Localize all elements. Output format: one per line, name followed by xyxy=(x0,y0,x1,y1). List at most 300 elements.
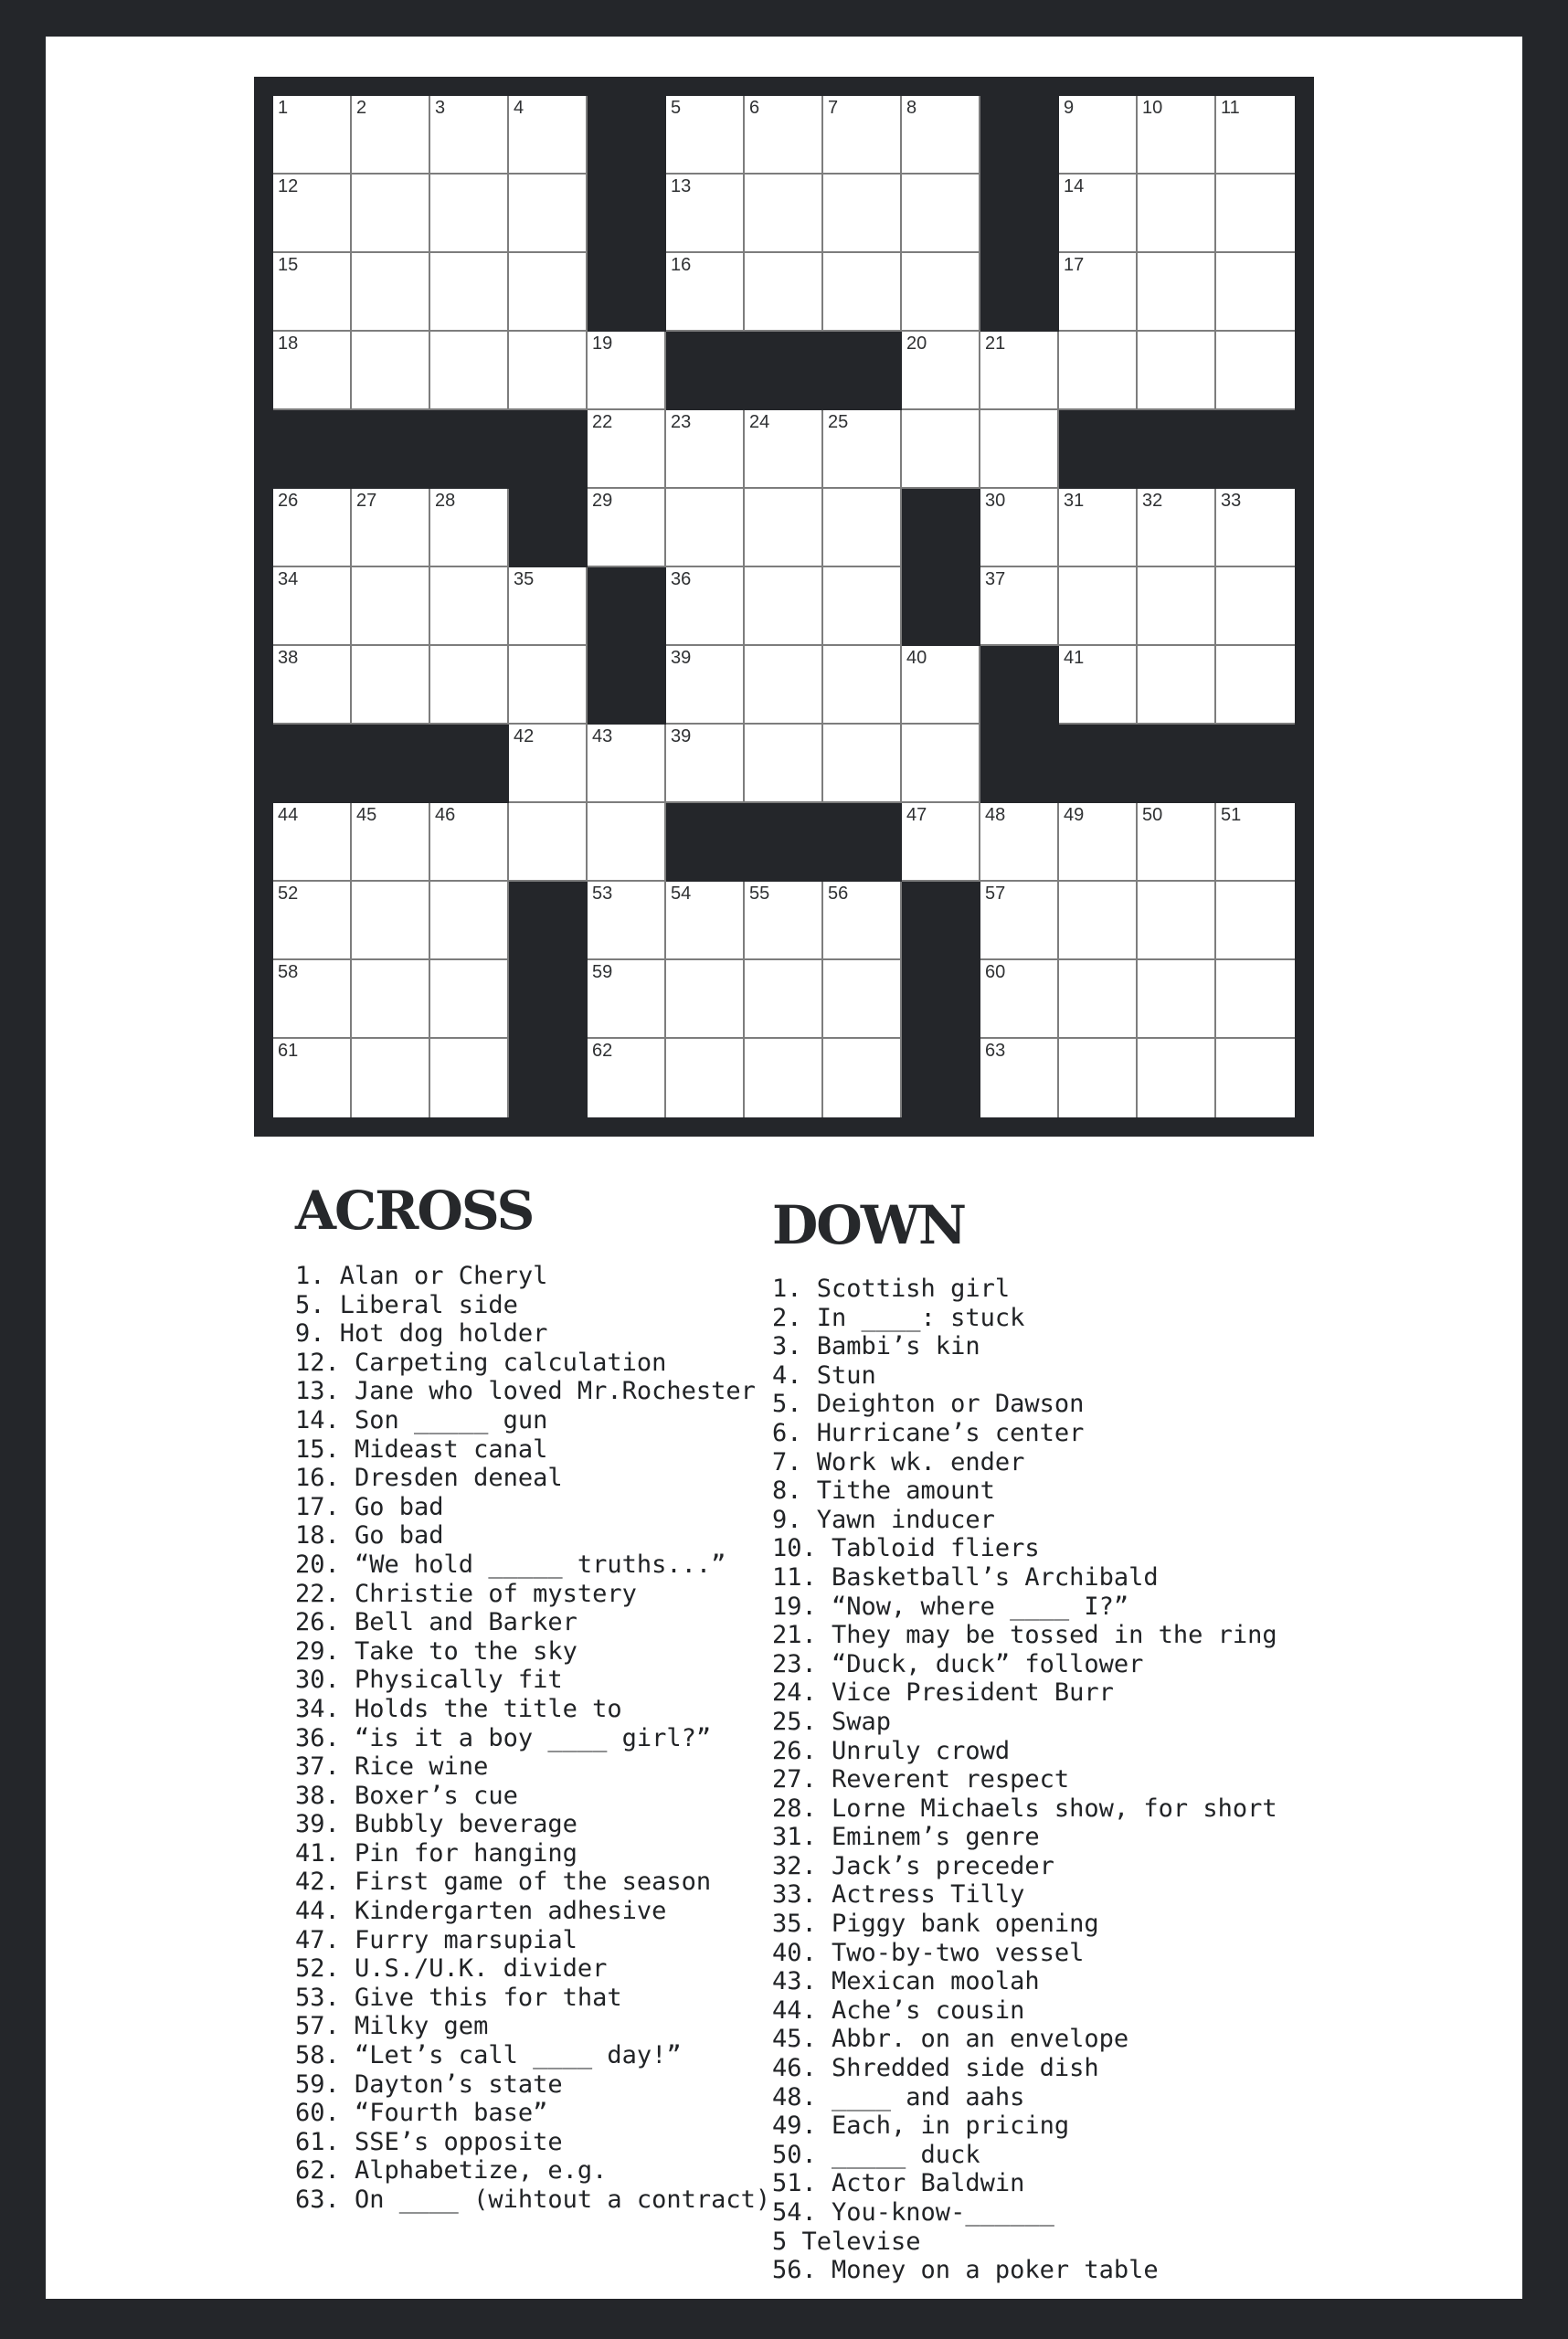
grid-cells xyxy=(273,96,1295,1117)
clue: 51. Actor Baldwin xyxy=(772,2169,1025,2198)
cell-number: 7 xyxy=(828,98,839,118)
black-cell xyxy=(430,410,509,489)
cell-number: 63 xyxy=(985,1041,1006,1061)
cell-number: 31 xyxy=(1064,491,1085,511)
grid-cell[interactable] xyxy=(509,646,588,725)
black-cell xyxy=(980,646,1059,725)
black-cell xyxy=(509,960,588,1039)
clue: 5. Liberal side xyxy=(295,1290,518,1319)
clue: 23. “Duck, duck” follower xyxy=(772,1649,1144,1678)
black-cell xyxy=(902,882,980,960)
cell-number: 6 xyxy=(749,98,760,118)
grid-cell[interactable] xyxy=(352,1039,430,1117)
clue: 52. U.S./U.K. divider xyxy=(295,1954,608,1984)
grid-cell[interactable] xyxy=(509,96,588,175)
grid-cell[interactable] xyxy=(588,410,666,489)
black-cell xyxy=(902,489,980,567)
clue: 9. Hot dog holder xyxy=(295,1319,548,1349)
clue: 8. Tithe amount xyxy=(772,1476,995,1506)
grid-cell[interactable] xyxy=(1059,882,1138,960)
grid-cell[interactable] xyxy=(980,960,1059,1039)
clue: 46. Shredded side dish xyxy=(772,2054,1099,2083)
clue: 59. Dayton’s state xyxy=(295,2069,563,2099)
clue: 44. Kindergarten adhesive xyxy=(295,1897,667,1926)
grid-cell[interactable] xyxy=(273,489,352,567)
grid-cell[interactable] xyxy=(1216,803,1295,882)
black-cell xyxy=(980,253,1059,332)
grid-cell[interactable] xyxy=(352,882,430,960)
grid-cell[interactable] xyxy=(980,567,1059,646)
cell-number: 3 xyxy=(435,98,446,118)
grid-cell[interactable] xyxy=(1216,175,1295,253)
cell-number: 61 xyxy=(278,1041,299,1061)
clue: 4. Stun xyxy=(772,1360,876,1390)
clue: 40. Two-by-two vessel xyxy=(772,1938,1085,1967)
clue: 19. “Now, where ____ I?” xyxy=(772,1592,1129,1621)
grid-cell[interactable] xyxy=(588,332,666,410)
grid-cell[interactable] xyxy=(273,253,352,332)
grid-cell[interactable] xyxy=(1059,489,1138,567)
clue: 49. Each, in pricing xyxy=(772,2111,1070,2141)
grid-cell[interactable] xyxy=(430,253,509,332)
grid-cell[interactable] xyxy=(745,882,823,960)
clue: 1. Alan or Cheryl xyxy=(295,1262,548,1290)
grid-cell[interactable] xyxy=(1138,489,1216,567)
grid-cell[interactable] xyxy=(352,175,430,253)
grid-cell[interactable] xyxy=(823,253,902,332)
grid-cell[interactable] xyxy=(823,646,902,725)
clue: 26. Unruly crowd xyxy=(772,1736,1011,1765)
grid-cell[interactable] xyxy=(980,410,1059,489)
grid-cell[interactable] xyxy=(745,567,823,646)
cell-number: 23 xyxy=(671,412,692,432)
grid-cell[interactable] xyxy=(666,410,745,489)
cell-number: 33 xyxy=(1221,491,1242,511)
grid-cell[interactable] xyxy=(273,646,352,725)
cell-number: 40 xyxy=(906,648,927,668)
black-cell xyxy=(509,882,588,960)
grid-cell[interactable] xyxy=(980,882,1059,960)
cell-number: 1 xyxy=(278,98,289,118)
grid-cell[interactable] xyxy=(823,567,902,646)
cell-number: 21 xyxy=(985,333,1006,354)
cell-number: 39 xyxy=(671,648,692,668)
black-cell xyxy=(588,96,666,175)
black-cell xyxy=(1138,725,1216,803)
cell-number: 56 xyxy=(828,884,849,904)
grid-cell[interactable] xyxy=(588,803,666,882)
grid-cell[interactable] xyxy=(273,882,352,960)
black-cell xyxy=(666,332,745,410)
cell-number: 24 xyxy=(749,412,770,432)
grid-cell[interactable] xyxy=(902,96,980,175)
black-cell xyxy=(1059,725,1138,803)
grid-cell[interactable] xyxy=(509,567,588,646)
grid-cell[interactable] xyxy=(1138,567,1216,646)
grid-cell[interactable] xyxy=(509,332,588,410)
clue: 58. “Let’s call ____ day!” xyxy=(295,2041,682,2070)
grid-cell[interactable] xyxy=(1059,1039,1138,1117)
cell-number: 47 xyxy=(906,805,927,825)
clue: 16. Dresden deneal xyxy=(295,1464,563,1493)
clue: 13. Jane who loved Mr.Rochester xyxy=(295,1377,756,1406)
black-cell xyxy=(273,410,352,489)
grid-cell[interactable] xyxy=(1216,646,1295,725)
cell-number: 59 xyxy=(592,962,613,982)
clue: 50. _____ duck xyxy=(772,2140,980,2169)
clue: 38. Boxer’s cue xyxy=(295,1781,518,1810)
black-cell xyxy=(1216,725,1295,803)
grid-cell[interactable] xyxy=(745,96,823,175)
grid-cell[interactable] xyxy=(823,960,902,1039)
clue: 47. Furry marsupial xyxy=(295,1925,577,1954)
page xyxy=(46,37,1522,2299)
clue: 53. Give this for that xyxy=(295,1983,622,2012)
clue: 44. Ache’s cousin xyxy=(772,1995,1025,2025)
grid-cell[interactable] xyxy=(273,175,352,253)
grid-cell[interactable] xyxy=(1059,803,1138,882)
grid-cell[interactable] xyxy=(745,410,823,489)
cell-number: 39 xyxy=(671,726,692,746)
cell-number: 54 xyxy=(671,884,692,904)
grid-cell[interactable] xyxy=(745,489,823,567)
cell-number: 10 xyxy=(1142,98,1163,118)
clue: 43. Mexican moolah xyxy=(772,1967,1040,1996)
black-cell xyxy=(352,725,430,803)
down-title: DOWN xyxy=(772,1194,965,1256)
black-cell xyxy=(588,175,666,253)
grid-cell[interactable] xyxy=(352,960,430,1039)
grid-cell[interactable] xyxy=(273,960,352,1039)
cell-number: 11 xyxy=(1221,98,1240,118)
grid-cell[interactable] xyxy=(430,1039,509,1117)
grid-cell[interactable] xyxy=(1216,332,1295,410)
black-cell xyxy=(1216,410,1295,489)
grid-cell[interactable] xyxy=(1138,803,1216,882)
cell-number: 55 xyxy=(749,884,770,904)
cell-number: 38 xyxy=(278,648,299,668)
black-cell xyxy=(980,175,1059,253)
clue: 36. “is it a boy ____ girl?” xyxy=(295,1723,712,1752)
grid-cell[interactable] xyxy=(1216,96,1295,175)
grid-cell[interactable] xyxy=(902,803,980,882)
grid-cell[interactable] xyxy=(1138,96,1216,175)
grid-cell[interactable] xyxy=(823,489,902,567)
grid-cell[interactable] xyxy=(1059,960,1138,1039)
cell-number: 27 xyxy=(356,491,377,511)
grid-cell[interactable] xyxy=(902,410,980,489)
clue: 48. ____ and aahs xyxy=(772,2082,1025,2111)
black-cell xyxy=(588,567,666,646)
grid-cell[interactable] xyxy=(352,567,430,646)
cell-number: 29 xyxy=(592,491,613,511)
black-cell xyxy=(666,803,745,882)
cell-number: 30 xyxy=(985,491,1006,511)
black-cell xyxy=(902,567,980,646)
black-cell xyxy=(980,96,1059,175)
clue: 12. Carpeting calculation xyxy=(295,1348,667,1377)
cell-number: 2 xyxy=(356,98,367,118)
black-cell xyxy=(745,803,823,882)
grid-cell[interactable] xyxy=(430,567,509,646)
black-cell xyxy=(588,253,666,332)
clue: 2. In ____: stuck xyxy=(772,1303,1025,1332)
grid-cell[interactable] xyxy=(823,96,902,175)
grid-cell[interactable] xyxy=(1138,253,1216,332)
black-cell xyxy=(509,489,588,567)
grid-cell[interactable] xyxy=(666,253,745,332)
clue: 54. You-know-______ xyxy=(772,2198,1054,2227)
grid-cell[interactable] xyxy=(666,175,745,253)
grid-cell[interactable] xyxy=(1138,1039,1216,1117)
grid-cell[interactable] xyxy=(588,882,666,960)
grid-cell[interactable] xyxy=(430,332,509,410)
clue: 42. First game of the season xyxy=(295,1868,712,1897)
grid-cell[interactable] xyxy=(666,1039,745,1117)
grid-cell[interactable] xyxy=(430,882,509,960)
black-cell xyxy=(1138,410,1216,489)
grid-cell[interactable] xyxy=(352,96,430,175)
grid-cell[interactable] xyxy=(1138,646,1216,725)
grid-cell[interactable] xyxy=(1059,253,1138,332)
clue: 3. Bambi’s kin xyxy=(772,1332,980,1361)
grid-cell[interactable] xyxy=(745,960,823,1039)
cell-number: 60 xyxy=(985,962,1006,982)
grid-cell[interactable] xyxy=(1059,175,1138,253)
grid-cell[interactable] xyxy=(509,803,588,882)
grid-cell[interactable] xyxy=(273,803,352,882)
cell-number: 53 xyxy=(592,884,613,904)
grid-cell[interactable] xyxy=(745,175,823,253)
grid-cell[interactable] xyxy=(1059,646,1138,725)
grid-cell[interactable] xyxy=(430,175,509,253)
clue: 61. SSE’s opposite xyxy=(295,2127,563,2156)
cell-number: 18 xyxy=(278,333,299,354)
black-cell xyxy=(902,960,980,1039)
clue: 28. Lorne Michaels show, for short xyxy=(772,1794,1277,1823)
grid-cell[interactable] xyxy=(980,332,1059,410)
grid-cell[interactable] xyxy=(823,1039,902,1117)
grid-cell[interactable] xyxy=(588,1039,666,1117)
clue: 6. Hurricane’s center xyxy=(772,1418,1085,1447)
grid-cell[interactable] xyxy=(509,725,588,803)
clue: 27. Reverent respect xyxy=(772,1765,1070,1794)
grid-cell[interactable] xyxy=(1216,960,1295,1039)
grid-cell[interactable] xyxy=(1138,332,1216,410)
grid-cell[interactable] xyxy=(430,960,509,1039)
grid-cell[interactable] xyxy=(1138,882,1216,960)
clue: 56. Money on a poker table xyxy=(772,2256,1159,2285)
grid-cell[interactable] xyxy=(273,1039,352,1117)
grid-cell[interactable] xyxy=(1138,960,1216,1039)
cell-number: 48 xyxy=(985,805,1006,825)
grid-cell[interactable] xyxy=(745,253,823,332)
clue: 9. Yawn inducer xyxy=(772,1505,995,1534)
grid-cell[interactable] xyxy=(352,803,430,882)
grid-cell[interactable] xyxy=(1059,567,1138,646)
grid-cell[interactable] xyxy=(430,646,509,725)
grid-cell[interactable] xyxy=(745,1039,823,1117)
grid-cell[interactable] xyxy=(745,725,823,803)
cell-number: 32 xyxy=(1142,491,1163,511)
black-cell xyxy=(823,332,902,410)
grid-cell[interactable] xyxy=(823,882,902,960)
grid-cell[interactable] xyxy=(273,567,352,646)
clue: 60. “Fourth base” xyxy=(295,2099,548,2128)
clue: 20. “We hold _____ truths...” xyxy=(295,1550,726,1579)
grid-cell[interactable] xyxy=(430,803,509,882)
black-cell xyxy=(980,725,1059,803)
grid-cell[interactable] xyxy=(352,253,430,332)
clue: 33. Actress Tilly xyxy=(772,1880,1025,1910)
clue: 25. Swap xyxy=(772,1707,892,1736)
clue: 45. Abbr. on an envelope xyxy=(772,2025,1129,2054)
clue: 24. Vice President Burr xyxy=(772,1678,1114,1708)
clue: 26. Bell and Barker xyxy=(295,1608,577,1637)
cell-number: 9 xyxy=(1064,98,1075,118)
grid-cell[interactable] xyxy=(352,489,430,567)
black-cell xyxy=(509,1039,588,1117)
grid-cell[interactable] xyxy=(902,725,980,803)
clue: 39. Bubbly beverage xyxy=(295,1810,577,1839)
clue: 1. Scottish girl xyxy=(772,1275,1011,1303)
clue: 37. Rice wine xyxy=(295,1752,489,1782)
grid-cell[interactable] xyxy=(823,175,902,253)
grid-cell[interactable] xyxy=(1216,489,1295,567)
grid-cell[interactable] xyxy=(902,175,980,253)
cell-number: 57 xyxy=(985,884,1006,904)
grid-cell[interactable] xyxy=(902,646,980,725)
clue: 21. They may be tossed in the ring xyxy=(772,1621,1277,1650)
cell-number: 12 xyxy=(278,176,299,196)
grid-cell[interactable] xyxy=(1216,1039,1295,1117)
black-cell xyxy=(588,646,666,725)
grid-cell[interactable] xyxy=(980,803,1059,882)
grid-cell[interactable] xyxy=(745,646,823,725)
grid-cell[interactable] xyxy=(588,960,666,1039)
cell-number: 15 xyxy=(278,255,299,275)
cell-number: 51 xyxy=(1221,805,1242,825)
clue: 15. Mideast canal xyxy=(295,1434,548,1464)
cell-number: 20 xyxy=(906,333,927,354)
grid-cell[interactable] xyxy=(352,646,430,725)
grid-cell[interactable] xyxy=(902,253,980,332)
crossword-grid xyxy=(254,77,1314,1137)
grid-cell[interactable] xyxy=(588,725,666,803)
black-cell xyxy=(509,410,588,489)
grid-cell[interactable] xyxy=(823,725,902,803)
cell-number: 58 xyxy=(278,962,299,982)
across-clue-list xyxy=(295,1262,770,2215)
cell-number: 43 xyxy=(592,726,613,746)
grid-cell[interactable] xyxy=(509,175,588,253)
grid-cell[interactable] xyxy=(588,489,666,567)
grid-cell[interactable] xyxy=(273,332,352,410)
black-cell xyxy=(823,803,902,882)
cell-number: 8 xyxy=(906,98,917,118)
grid-cell[interactable] xyxy=(980,489,1059,567)
cell-number: 16 xyxy=(671,255,692,275)
cell-number: 36 xyxy=(671,569,692,589)
cell-number: 44 xyxy=(278,805,299,825)
cell-number: 52 xyxy=(278,884,299,904)
grid-cell[interactable] xyxy=(273,96,352,175)
clue: 10. Tabloid fliers xyxy=(772,1534,1040,1563)
clue: 29. Take to the sky xyxy=(295,1636,577,1666)
grid-cell[interactable] xyxy=(666,567,745,646)
black-cell xyxy=(902,1039,980,1117)
cell-number: 37 xyxy=(985,569,1006,589)
black-cell xyxy=(430,725,509,803)
grid-cell[interactable] xyxy=(980,1039,1059,1117)
clue: 31. Eminem’s genre xyxy=(772,1823,1040,1852)
clue: 5. Deighton or Dawson xyxy=(772,1390,1085,1419)
cell-number: 50 xyxy=(1142,805,1163,825)
cell-number: 62 xyxy=(592,1041,613,1061)
grid-cell[interactable] xyxy=(666,882,745,960)
clue: 5 Televise xyxy=(772,2227,921,2256)
grid-cell[interactable] xyxy=(666,960,745,1039)
grid-cell[interactable] xyxy=(666,646,745,725)
cell-number: 13 xyxy=(671,176,692,196)
grid-cell[interactable] xyxy=(1216,882,1295,960)
grid-cell[interactable] xyxy=(666,96,745,175)
black-cell xyxy=(352,410,430,489)
grid-cell[interactable] xyxy=(1059,96,1138,175)
black-cell xyxy=(745,332,823,410)
cell-number: 46 xyxy=(435,805,456,825)
cell-number: 26 xyxy=(278,491,299,511)
down-clue-list xyxy=(772,1275,1277,2285)
grid-cell[interactable] xyxy=(430,96,509,175)
cell-number: 5 xyxy=(671,98,682,118)
grid-cell[interactable] xyxy=(430,489,509,567)
cell-number: 41 xyxy=(1064,648,1085,668)
grid-cell[interactable] xyxy=(1059,332,1138,410)
clue: 34. Holds the title to xyxy=(295,1694,622,1723)
cell-number: 35 xyxy=(514,569,535,589)
clue: 17. Go bad xyxy=(295,1492,444,1521)
clue: 57. Milky gem xyxy=(295,2012,489,2041)
grid-cell[interactable] xyxy=(352,332,430,410)
grid-cell[interactable] xyxy=(1138,175,1216,253)
cell-number: 25 xyxy=(828,412,849,432)
cell-number: 34 xyxy=(278,569,299,589)
grid-cell[interactable] xyxy=(666,725,745,803)
cell-number: 14 xyxy=(1064,176,1085,196)
clue: 22. Christie of mystery xyxy=(295,1579,637,1608)
cell-number: 22 xyxy=(592,412,613,432)
cell-number: 17 xyxy=(1064,255,1085,275)
cell-number: 19 xyxy=(592,333,613,354)
grid-cell[interactable] xyxy=(1216,567,1295,646)
cell-number: 45 xyxy=(356,805,377,825)
clue: 18. Go bad xyxy=(295,1521,444,1551)
clue: 7. Work wk. ender xyxy=(772,1447,1025,1476)
grid-cell[interactable] xyxy=(902,332,980,410)
clue: 62. Alphabetize, e.g. xyxy=(295,2156,608,2186)
grid-cell[interactable] xyxy=(666,489,745,567)
clue: 32. Jack’s preceder xyxy=(772,1851,1054,1880)
cell-number: 49 xyxy=(1064,805,1085,825)
clue: 14. Son _____ gun xyxy=(295,1405,548,1434)
grid-cell[interactable] xyxy=(509,253,588,332)
black-cell xyxy=(273,725,352,803)
grid-cell[interactable] xyxy=(1216,253,1295,332)
clue: 30. Physically fit xyxy=(295,1666,563,1695)
grid-cell[interactable] xyxy=(823,410,902,489)
clue: 63. On ____ (wihtout a contract) xyxy=(295,2186,771,2214)
